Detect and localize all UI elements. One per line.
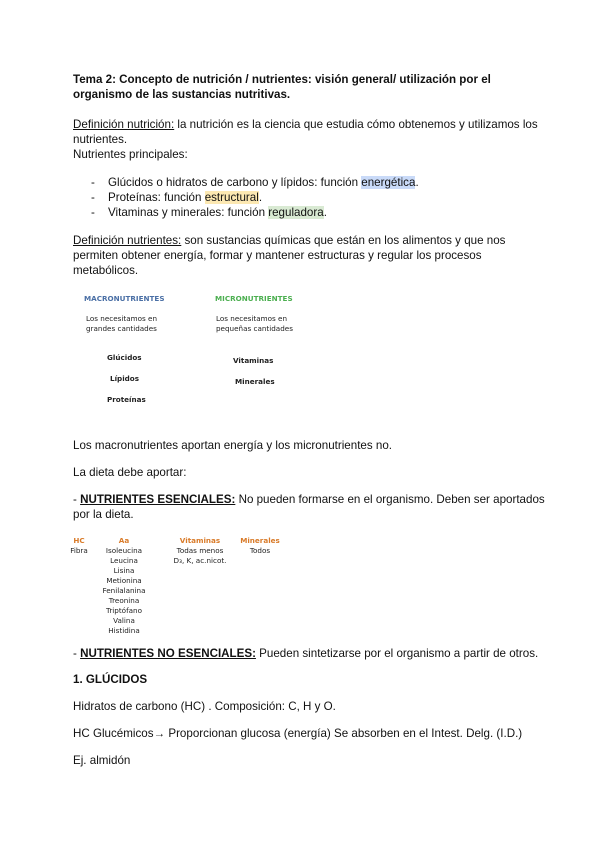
macro-heading: MACRONUTRIENTES [84, 294, 165, 303]
dieta-text: La dieta debe aportar: [73, 466, 187, 479]
no-esenciales-line [73, 646, 538, 661]
table-cell: Lisina [113, 566, 135, 575]
table-cell: Todas menos [176, 546, 224, 555]
table-cell: Isoleucina [105, 546, 143, 555]
esenciales-line-2: por la dieta. [73, 508, 134, 521]
table-cell: Metionina [106, 576, 142, 585]
section-heading-glucidos: 1. GLÚCIDOS [73, 673, 148, 686]
micro-sub-1: Los necesitamos en [216, 314, 288, 323]
esenciales-text-1: No pueden formarse en el organismo. Deben ser aportados [235, 493, 545, 506]
macro-sub-2: grandes cantidades [86, 324, 157, 333]
title-line-1: Tema 2: Concepto de nutrición / nutrientes: visión general/ utilización por el [73, 73, 491, 86]
esenciales-dash: - [73, 493, 81, 506]
col-heading-vitaminas: Vitaminas [179, 536, 221, 545]
no-esenciales-dash: - [73, 647, 81, 660]
hc-glucemicos-text: HC Glucémicos→ Proporcionan glucosa (energía) Se absorben en el Intest. Delg. (I.D.) [73, 727, 523, 740]
table-cell: Valina [113, 616, 135, 625]
bullet-suffix: . [323, 206, 327, 219]
col-heading-hc: HC [73, 536, 85, 545]
highlight-estructural: estructural [204, 191, 259, 204]
esenciales-line-1 [73, 492, 545, 507]
bullet-suffix: . [415, 176, 419, 189]
table-cell: Histidina [108, 626, 140, 635]
micro-item: Minerales [235, 377, 275, 386]
ejemplo-text: Ej. almidón [73, 754, 131, 767]
table-col-hc [66, 536, 92, 556]
table-cell: Leucina [110, 556, 138, 565]
table-col-minerales [240, 536, 280, 556]
macro-micro-note: Los macronutrientes aportan energía y los micronutrientes no. [73, 439, 392, 452]
bullet-dash: - [91, 191, 95, 204]
title-line-2: organismo de las sustancias nutritivas. [73, 88, 291, 101]
bullet-dash: - [91, 176, 95, 189]
def-nutrientes-line-2: permiten obtener energía, formar y mantener estructuras y regular los procesos [73, 249, 482, 262]
table-cell: Todos [249, 546, 271, 555]
micro-item: Vitaminas [233, 356, 274, 365]
def-nutricion-line-1 [73, 117, 538, 132]
bullet-suffix: . [258, 191, 263, 204]
def-nutrientes-text-1: son sustancias químicas que están en los alimentos y que nos [181, 234, 506, 247]
col-heading-aa: Aa [118, 536, 130, 545]
highlight-energetica: energética [361, 176, 416, 189]
def-nutricion-text-1: la nutrición es la ciencia que estudia cómo obtenemos y utilizamos los [174, 118, 538, 131]
esenciales-label: NUTRIENTES ESENCIALES: [80, 493, 236, 506]
micro-sub-2: pequeñas cantidades [216, 324, 293, 333]
def-nutrientes-line-3: metabólicos. [73, 264, 139, 277]
def-nutrientes-line-1 [73, 233, 505, 248]
macro-sub-1: Los necesitamos en [86, 314, 158, 323]
bullet-text: Glúcidos o hidratos de carbono y lípidos: función [108, 176, 362, 189]
bullet-text: Proteínas: función [108, 191, 205, 204]
highlight-reguladora: reguladora [268, 206, 324, 219]
no-esenciales-label: NUTRIENTES NO ESENCIALES: [80, 647, 256, 660]
macro-item: Glúcidos [107, 353, 142, 362]
def-nutricion-line-2: nutrientes. [73, 133, 128, 146]
nutrientes-principales: Nutrientes principales: [73, 148, 188, 161]
table-cell: Treonina [108, 596, 140, 605]
table-cell: Fibra [70, 546, 88, 555]
bullet-text: Vitaminas y minerales: función [108, 206, 269, 219]
micro-heading: MICRONUTRIENTES [215, 294, 293, 303]
table-cell: D₃, K, ac.nicot. [173, 556, 227, 565]
table-cell: Triptófano [106, 606, 142, 615]
def-nutrientes-label: Definición nutrientes: [73, 234, 182, 247]
def-nutricion-label: Definición nutrición: [73, 118, 175, 131]
macro-item: Lípidos [110, 374, 140, 383]
table-col-aa [102, 536, 146, 636]
macro-item: Proteínas [107, 395, 146, 404]
no-esenciales-text: Pueden sintetizarse por el organismo a partir de otros. [255, 647, 539, 660]
table-cell: Fenilalanina [102, 586, 146, 595]
col-heading-minerales: Minerales [240, 536, 280, 545]
hidratos-text: Hidratos de carbono (HC) . Composición: C, H y O. [73, 700, 336, 713]
bullet-dash: - [91, 206, 95, 219]
table-col-vitaminas [172, 536, 228, 566]
